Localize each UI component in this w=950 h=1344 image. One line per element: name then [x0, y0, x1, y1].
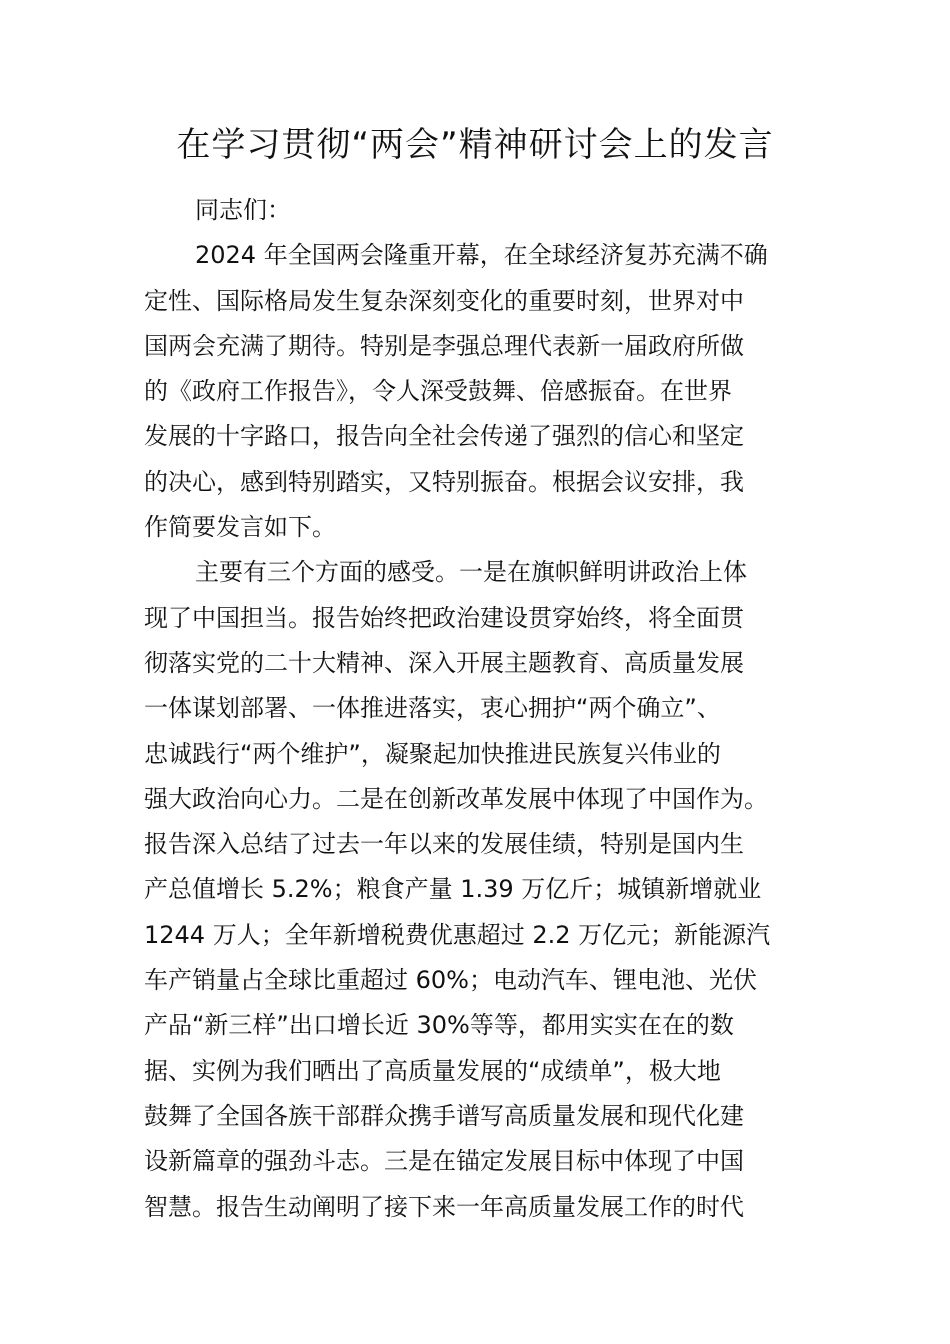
paragraph-2-line: 忠诚践行“两个维护”，凝聚起加快推进民族复兴伟业的 — [144, 739, 721, 768]
paragraph-2-line: 产总值增长 5.2%；粮食产量 1.39 万亿斤；城镇新增就业 — [144, 875, 762, 904]
paragraph-1-line: 的决心，感到特别踏实，又特别振奋。根据会议安排，我 — [144, 467, 744, 496]
salutation-line: 同志们： — [195, 196, 291, 224]
paragraph-1-line: 作简要发言如下。 — [144, 513, 336, 542]
document-title: 在学习贯彻“两会”精神研讨会上的发言 — [176, 125, 774, 165]
paragraph-1-line: 的《政府工作报告》，令人深受鼓舞、倍感振奋。在世界 — [144, 377, 732, 406]
paragraph-2-line: 强大政治向心力。二是在创新改革发展中体现了中国作为。 — [144, 784, 768, 813]
paragraph-2-line: 主要有三个方面的感受。一是在旗帜鲜明讲政治上体 — [195, 558, 747, 587]
paragraph-2-line: 一体谋划部署、一体推进落实，衷心拥护“两个确立”、 — [144, 694, 721, 723]
paragraph-2-line: 报告深入总结了过去一年以来的发展佳绩，特别是国内生 — [144, 830, 744, 859]
paragraph-2-line: 车产销量占全球比重超过 60%；电动汽车、锂电池、光伏 — [144, 966, 757, 995]
paragraph-2-line: 现了中国担当。报告始终把政治建设贯穿始终，将全面贯 — [144, 603, 744, 632]
paragraph-1-line: 2024 年全国两会隆重开幕，在全球经济复苏充满不确 — [195, 241, 768, 270]
paragraph-2-line: 鼓舞了全国各族干部群众携手谱写高质量发展和现代化建 — [144, 1101, 744, 1130]
paragraph-2-line: 智慧。报告生动阐明了接下来一年高质量发展工作的时代 — [144, 1192, 744, 1221]
document-body — [144, 188, 809, 1230]
paragraph-1-line: 发展的十字路口，报告向全社会传递了强烈的信心和坚定 — [144, 422, 744, 451]
paragraph-2-line: 设新篇章的强劲斗志。三是在锚定发展目标中体现了中国 — [144, 1147, 744, 1176]
paragraph-1-line: 国两会充满了期待。特别是李强总理代表新一届政府所做 — [144, 331, 744, 360]
paragraph-2-line: 据、实例为我们晒出了高质量发展的“成绩单”，极大地 — [144, 1056, 721, 1085]
paragraph-2-line: 产品“新三样”出口增长近 30%等等，都用实实在在的数 — [144, 1011, 734, 1040]
paragraph-2-line: 1244 万人；全年新增税费优惠超过 2.2 万亿元；新能源汽 — [144, 920, 771, 949]
paragraph-1-line: 定性、国际格局发生复杂深刻变化的重要时刻，世界对中 — [144, 286, 744, 315]
paragraph-2-line: 彻落实党的二十大精神、深入开展主题教育、高质量发展 — [144, 648, 744, 677]
